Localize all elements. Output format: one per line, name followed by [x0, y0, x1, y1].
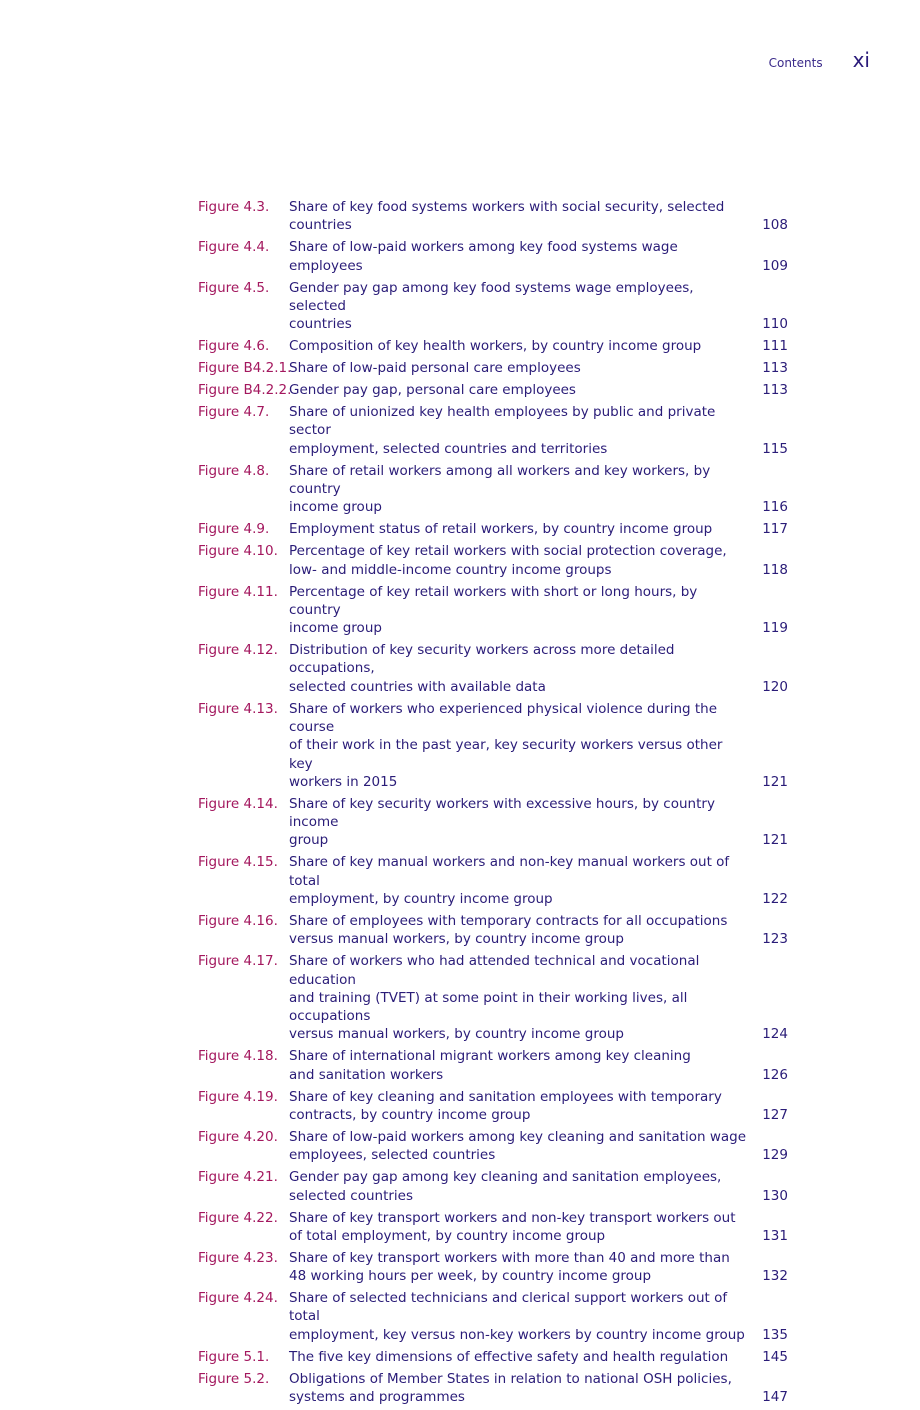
page-reference: 129 [762, 1147, 788, 1164]
page-reference: 147 [762, 1389, 788, 1405]
figure-number: Figure B4.2.1. [198, 360, 292, 377]
figure-number: Figure 4.9. [198, 521, 270, 538]
toc-entry[interactable] [198, 542, 790, 579]
page-reference: 119 [762, 620, 788, 637]
toc-entry[interactable] [198, 1370, 790, 1407]
figure-title: Share of key food systems workers with social security, selected countries [289, 199, 725, 234]
page-reference: 123 [762, 931, 788, 948]
figure-number: Figure 4.22. [198, 1209, 278, 1226]
figure-number: Figure 4.18. [198, 1048, 278, 1065]
page-reference: 113 [762, 360, 788, 377]
toc-entry[interactable] [198, 198, 790, 235]
page-reference: 117 [762, 521, 788, 538]
figure-number: Figure 4.4. [198, 239, 270, 256]
figure-number: Figure 4.17. [198, 953, 278, 970]
toc-entry[interactable] [198, 337, 790, 355]
page-reference: 111 [762, 338, 788, 355]
page-reference: 121 [762, 773, 788, 790]
page-reference: 145 [762, 1348, 788, 1365]
page-reference: 109 [762, 257, 788, 274]
toc-entry[interactable] [198, 952, 790, 1043]
toc-entry[interactable] [198, 1289, 790, 1344]
figure-title: Composition of key health workers, by country income group [289, 338, 702, 355]
page-reference: 127 [762, 1107, 788, 1124]
list-of-figures [198, 198, 790, 1410]
figure-title: The five key dimensions of effective safety and health regulation [289, 1348, 729, 1365]
figure-number: Figure 4.6. [198, 338, 270, 355]
page-header [769, 48, 870, 72]
page-reference: 116 [762, 499, 788, 516]
toc-entry[interactable] [198, 1209, 790, 1246]
figure-title: Percentage of key retail workers with short or long hours, by country income group [289, 583, 698, 637]
toc-entry[interactable] [198, 238, 790, 275]
figure-number: Figure 4.5. [198, 279, 270, 296]
figure-number: Figure 5.2. [198, 1370, 270, 1387]
figure-number: Figure 4.15. [198, 854, 278, 871]
toc-entry[interactable] [198, 1088, 790, 1125]
figure-title: Share of key manual workers and non-key manual workers out of total employment, by country income group [289, 854, 730, 908]
figure-number: Figure 5.1. [198, 1348, 270, 1365]
figure-title: Gender pay gap, personal care employees [289, 382, 576, 399]
toc-entry[interactable] [198, 381, 790, 399]
figure-title: Share of key transport workers and non-key transport workers out of total employment, by country income group [289, 1209, 736, 1244]
page-reference: 135 [762, 1326, 788, 1343]
figure-title: Share of workers who had attended technical and vocational education and training (TVET) at some point in their working lives, all occupations versus manual workers, by country income group [289, 953, 700, 1043]
figure-title: Share of international migrant workers among key cleaning and sanitation workers [289, 1048, 691, 1083]
figure-number: Figure 4.14. [198, 795, 278, 812]
page-reference: 113 [762, 382, 788, 399]
toc-entry[interactable] [198, 1047, 790, 1084]
figure-number: Figure 4.23. [198, 1249, 278, 1266]
figure-number: Figure 4.24. [198, 1290, 278, 1307]
page-reference: 118 [762, 561, 788, 578]
section-label: Contents [768, 56, 823, 70]
figure-number: Figure 4.3. [198, 199, 270, 215]
figure-title: Share of key cleaning and sanitation employees with temporary contracts, by country income group [289, 1088, 722, 1124]
toc-entry[interactable] [198, 700, 790, 791]
figure-title: Share of key security workers with excessive hours, by country income group [289, 795, 715, 849]
page-reference: 126 [762, 1066, 788, 1083]
figure-title: Obligations of Member States in relation to national OSH policies, systems and programmes [289, 1370, 732, 1405]
figure-title: Share of key transport workers with more than 40 and more than 48 working hours per week, by country income group [289, 1249, 730, 1285]
toc-entry[interactable] [198, 641, 790, 696]
toc-entry[interactable] [198, 1348, 790, 1366]
page-reference: 131 [762, 1227, 788, 1244]
page-number: xi [852, 48, 870, 72]
figure-title: Share of unionized key health employees by public and private sector employment, selected countries and territories [289, 404, 716, 457]
figure-title: Share of workers who experienced physical violence during the course of their work in the past year, key security workers versus other key workers in 2015 [289, 700, 723, 790]
figure-title: Percentage of key retail workers with social protection coverage, low- and middle-income country income groups [289, 543, 727, 578]
toc-entry[interactable] [198, 795, 790, 850]
page-reference: 130 [762, 1187, 788, 1204]
figure-number: Figure 4.8. [198, 462, 270, 479]
toc-entry[interactable] [198, 583, 790, 638]
toc-entry[interactable] [198, 853, 790, 908]
toc-entry[interactable] [198, 279, 790, 334]
page-reference: 115 [762, 440, 788, 457]
figure-number: Figure 4.10. [198, 543, 278, 560]
toc-entry[interactable] [198, 520, 790, 538]
figure-title: Employment status of retail workers, by country income group [289, 521, 713, 538]
page-reference: 124 [762, 1026, 788, 1043]
figure-title: Share of selected technicians and clerical support workers out of total employment, key versus non-key workers by country income group [289, 1290, 745, 1343]
figure-title: Share of low-paid workers among key cleaning and sanitation wage employees, selected countries [289, 1129, 747, 1164]
figure-number: Figure 4.19. [198, 1088, 278, 1105]
figure-title: Share of employees with temporary contracts for all occupations versus manual workers, by country income group [289, 913, 728, 948]
toc-entry[interactable] [198, 1249, 790, 1286]
page-reference: 110 [762, 316, 788, 333]
page-reference: 122 [762, 891, 788, 908]
toc-entry[interactable] [198, 359, 790, 377]
toc-entry[interactable] [198, 912, 790, 949]
figure-number: Figure 4.21. [198, 1169, 278, 1186]
toc-entry[interactable] [198, 1128, 790, 1165]
figure-number: Figure 4.20. [198, 1129, 278, 1146]
figure-number: Figure 4.13. [198, 700, 278, 717]
figure-number: Figure 4.11. [198, 583, 278, 600]
figure-number: Figure B4.2.2. [198, 382, 292, 399]
figure-number: Figure 4.7. [198, 404, 270, 421]
figure-title: Gender pay gap among key food systems wage employees, selected countries [289, 279, 694, 333]
figure-number: Figure 4.12. [198, 642, 278, 659]
figure-title: Share of low-paid personal care employees [289, 360, 581, 377]
page-reference: 121 [762, 832, 788, 849]
figure-title: Distribution of key security workers across more detailed occupations, selected countries with available data [289, 642, 675, 695]
page-reference: 120 [762, 678, 788, 695]
toc-entry[interactable] [198, 1168, 790, 1205]
figure-title: Share of retail workers among all workers and key workers, by country income group [289, 462, 711, 516]
figure-title: Share of low-paid workers among key food systems wage employees [289, 239, 678, 274]
toc-entry[interactable] [198, 403, 790, 458]
page-reference: 132 [762, 1268, 788, 1285]
toc-entry[interactable] [198, 462, 790, 517]
page-reference: 108 [762, 217, 788, 234]
figure-number: Figure 4.16. [198, 913, 278, 929]
figure-title: Gender pay gap among key cleaning and sanitation employees, selected countries [289, 1169, 722, 1204]
